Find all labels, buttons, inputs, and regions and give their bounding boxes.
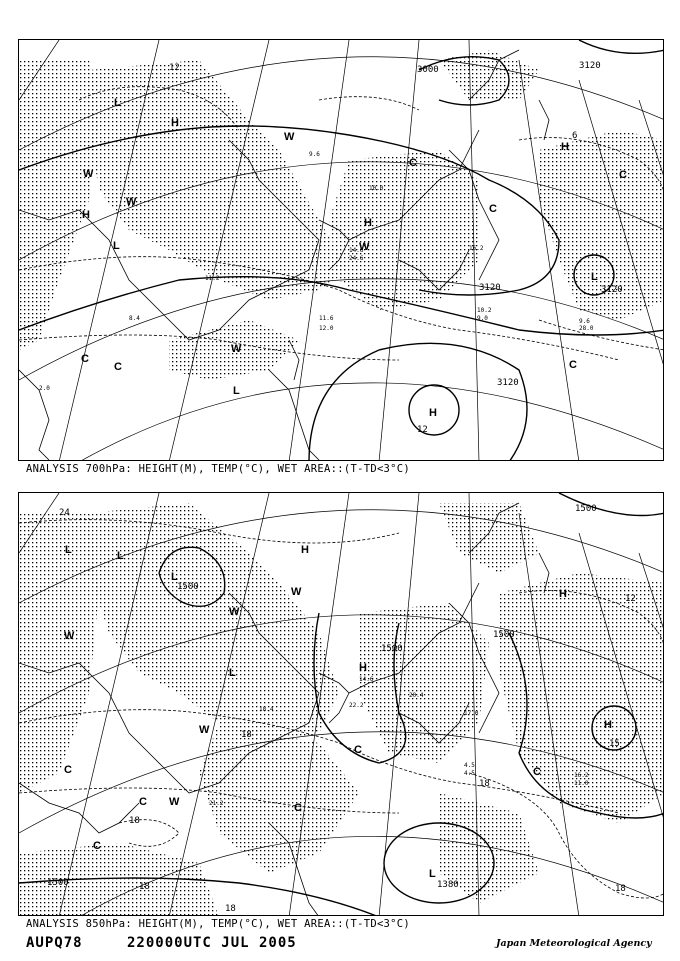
low-center: L	[114, 97, 121, 109]
cold-marker: C	[533, 766, 541, 778]
warm-marker: W	[284, 131, 295, 143]
cold-marker: C	[489, 203, 497, 215]
station-value: 9.6	[309, 151, 320, 158]
bulletin-code: AUPQ78	[26, 935, 83, 951]
station-value: 11.0	[574, 780, 589, 787]
contour-label: 1380	[437, 880, 459, 890]
high-center: H	[359, 662, 367, 674]
contour-label: 18	[139, 882, 150, 892]
low-center: L	[229, 667, 236, 679]
low-center: L	[171, 571, 178, 583]
high-center: H	[301, 544, 309, 556]
low-center: L	[65, 544, 72, 556]
contour-label: 18	[479, 779, 490, 789]
wet-area-850	[19, 503, 664, 916]
high-center: H	[364, 217, 372, 229]
warm-marker: W	[199, 724, 210, 736]
station-value: 20.4	[409, 692, 424, 699]
contour-label: 12	[169, 63, 180, 73]
station-value: 4.5	[464, 762, 475, 769]
contour-label: 3120	[579, 61, 601, 71]
contour-label: 18	[225, 904, 236, 914]
cold-marker: C	[619, 169, 627, 181]
low-center: L	[233, 385, 240, 397]
high-center: H	[171, 117, 179, 129]
warm-marker: W	[126, 196, 137, 208]
warm-marker: W	[169, 796, 180, 808]
high-center: H	[561, 141, 569, 153]
station-value: 10.0	[369, 185, 384, 192]
high-center: H	[559, 588, 567, 600]
agency-name: Japan Meteorological Agency	[496, 938, 652, 949]
cold-marker: C	[81, 353, 89, 365]
station-value: 16.2	[574, 772, 589, 779]
station-value: 10.2	[477, 307, 492, 314]
station-value: 17.0	[464, 710, 479, 717]
cold-marker: C	[93, 840, 101, 852]
contour-label: 18	[615, 884, 626, 894]
contour-label: 6	[572, 131, 578, 141]
chart-700hpa	[18, 39, 664, 461]
warm-marker: W	[83, 168, 94, 180]
station-value: 11.6	[319, 315, 334, 322]
station-value: 14.6	[349, 247, 364, 254]
station-value: 18.4	[259, 706, 274, 713]
contour-label: 3120	[497, 378, 519, 388]
caption-700hpa: ANALYSIS 700hPa: HEIGHT(M), TEMP(°C), WET AREA::(T-TD<3°C)	[26, 463, 411, 475]
map-700hpa	[19, 40, 664, 461]
contour-label: 1500	[575, 504, 597, 514]
warm-marker: W	[291, 586, 302, 598]
cold-marker: C	[569, 359, 577, 371]
station-value: 12.0	[319, 325, 334, 332]
contour-label: 3120	[479, 283, 501, 293]
contour-label: 3120	[601, 285, 623, 295]
station-value: 21.2	[209, 800, 224, 807]
contour-label: 18	[129, 816, 140, 826]
station-value: 9.0	[477, 315, 488, 322]
warm-marker: W	[359, 241, 370, 253]
station-value: 2.0	[39, 385, 50, 392]
cold-marker: C	[139, 796, 147, 808]
station-value: 11.2	[205, 275, 220, 282]
cold-marker: C	[354, 744, 362, 756]
cold-marker: C	[114, 361, 122, 373]
contour-label: 24	[59, 508, 70, 518]
contour-label: 12	[625, 594, 636, 604]
cold-marker: C	[409, 157, 417, 169]
contour-label: 3000	[417, 65, 439, 75]
caption-850hpa: ANALYSIS 850hPa: HEIGHT(M), TEMP(°C), WET AREA::(T-TD<3°C)	[26, 918, 411, 930]
contour-label: 1500	[177, 582, 199, 592]
contour-label: 1500	[381, 644, 403, 654]
warm-marker: W	[64, 630, 75, 642]
contour-label: 15	[609, 739, 620, 749]
warm-marker: W	[231, 343, 242, 355]
contour-label: 1500	[493, 630, 515, 640]
low-center: L	[591, 271, 598, 283]
warm-marker: W	[229, 606, 240, 618]
chart-850hpa	[18, 492, 664, 916]
station-value: 9.6	[579, 318, 590, 325]
station-value: 22.2	[349, 702, 364, 709]
contour-label: 18	[241, 730, 252, 740]
analysis-time: 220000UTC JUL 2005	[127, 935, 297, 951]
low-center: L	[117, 550, 124, 562]
high-center: H	[604, 719, 612, 731]
low-center: L	[113, 240, 120, 252]
high-center: H	[82, 209, 90, 221]
station-value: 28.0	[579, 325, 594, 332]
station-value: 8.4	[129, 315, 140, 322]
station-value: 24.6	[349, 255, 364, 262]
station-value: 16.2	[469, 245, 484, 252]
station-value: 14.6	[359, 676, 374, 683]
contour-label: 12	[417, 425, 428, 435]
low-center: L	[429, 868, 436, 880]
contour-label: 1500	[47, 878, 69, 888]
high-center: H	[429, 407, 437, 419]
cold-marker: C	[294, 802, 302, 814]
cold-marker: C	[64, 764, 72, 776]
station-value: 4.5	[464, 770, 475, 777]
map-850hpa	[19, 493, 664, 916]
